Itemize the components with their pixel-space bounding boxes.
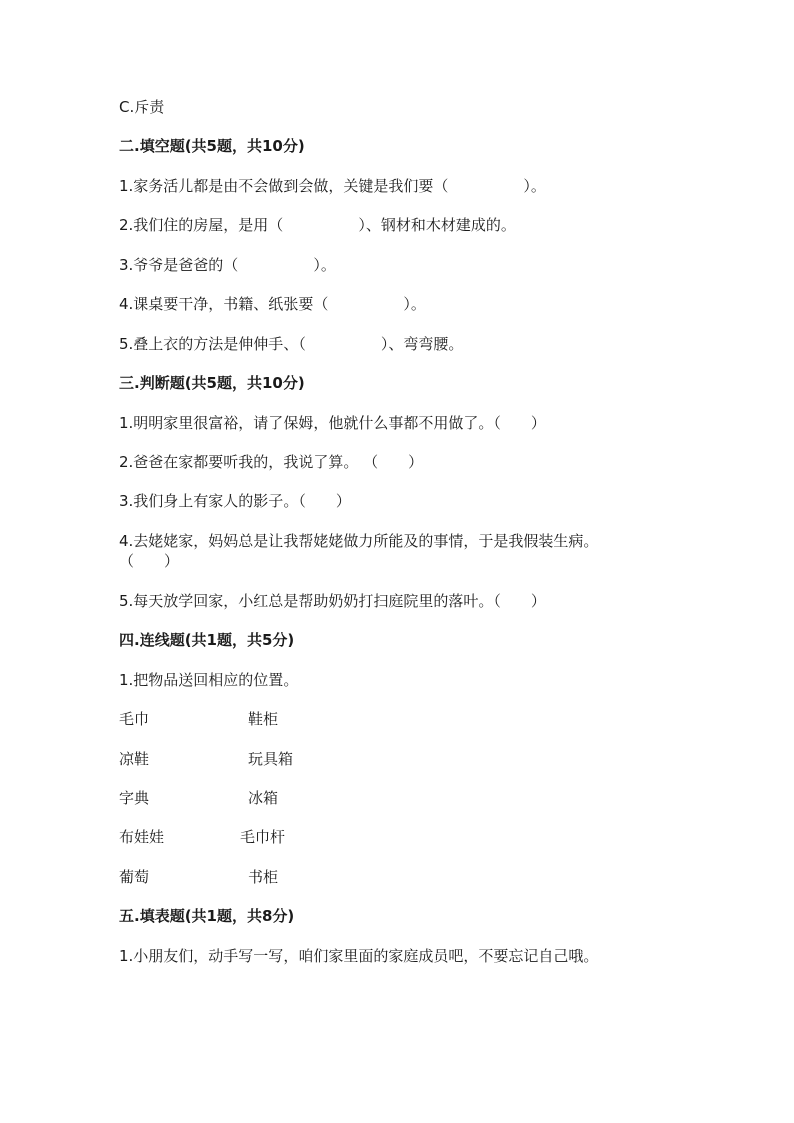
section-match-title: 四.连线题(共1题，共5分) [119, 631, 295, 649]
match-left-item: 布娃娃 [119, 828, 165, 846]
match-right-item: 玩具箱 [248, 750, 294, 768]
judge-question-4-bracket: （ ） [119, 552, 180, 570]
judge-question-4: 4.去姥姥家，妈妈总是让我帮姥姥做力所能及的事情，于是我假装生病。 [119, 532, 599, 550]
section-judge-title: 三.判断题(共5题，共10分) [119, 374, 305, 392]
judge-question-1: 1.明明家里很富裕，请了保姆，他就什么事都不用做了。（ ） [119, 414, 546, 432]
section-fill-title: 二.填空题(共5题，共10分) [119, 137, 305, 155]
judge-question-2: 2.爸爸在家都要听我的，我说了算。 （ ） [119, 453, 424, 471]
fill-question-5: 5.叠上衣的方法是伸伸手、（ ）、弯弯腰。 [119, 335, 464, 353]
match-right-item: 书柜 [248, 868, 279, 886]
match-left-item: 凉鞋 [119, 750, 150, 768]
fill-question-2: 2.我们住的房屋，是用（ ）、钢材和木材建成的。 [119, 216, 516, 234]
table-question: 1.小朋友们，动手写一写，咱们家里面的家庭成员吧，不要忘记自己哦。 [119, 947, 599, 965]
match-right-item: 毛巾杆 [240, 828, 286, 846]
fill-question-3: 3.爷爷是爸爸的（ ）。 [119, 256, 336, 274]
match-right-item: 鞋柜 [248, 710, 279, 728]
match-left-item: 毛巾 [119, 710, 150, 728]
fill-question-1: 1.家务活儿都是由不会做到会做，关键是我们要（ ）。 [119, 177, 546, 195]
match-left-item: 字典 [119, 789, 150, 807]
match-question: 1.把物品送回相应的位置。 [119, 671, 299, 689]
judge-question-5: 5.每天放学回家，小红总是帮助奶奶打扫庭院里的落叶。（ ） [119, 592, 546, 610]
match-left-item: 葡萄 [119, 868, 150, 886]
section-table-title: 五.填表题(共1题，共8分) [119, 907, 295, 925]
match-right-item: 冰箱 [248, 789, 279, 807]
previous-option-c: C.斥责 [119, 98, 165, 116]
judge-question-3: 3.我们身上有家人的影子。（ ） [119, 492, 351, 510]
fill-question-4: 4.课桌要干净，书籍、纸张要（ ）。 [119, 295, 426, 313]
